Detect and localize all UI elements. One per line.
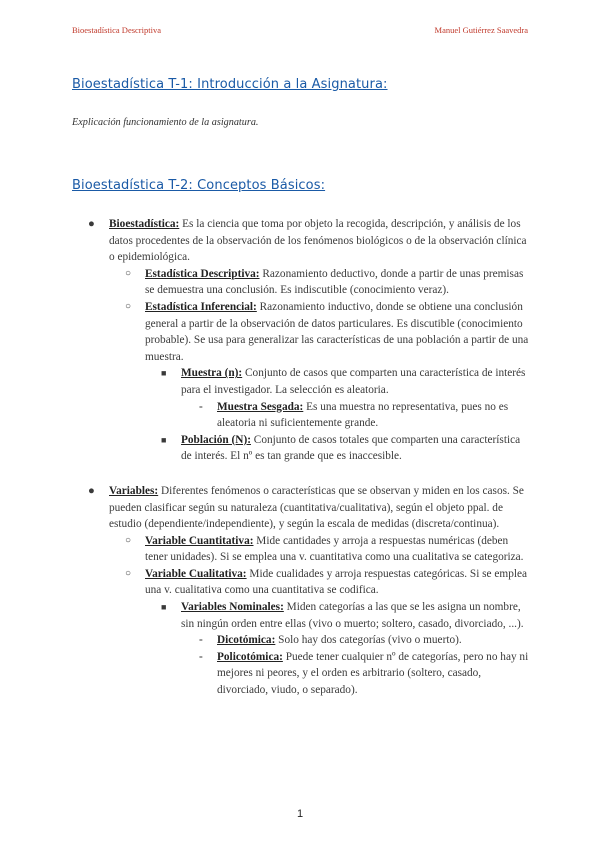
disc-bullet-icon: ● [88, 218, 95, 230]
term-inferencial: Estadística Inferencial: [145, 300, 257, 313]
list-item-variables [88, 483, 529, 533]
list-item-cuantitativa [125, 533, 529, 566]
definition-inferencial: Razonamiento inductivo, donde se obtiene una conclusión general a partir de la observación de datos particulares. Es discutible (conocimiento probable). Se usa para generalizar las características de una población a partir de una muestra. [145, 300, 529, 363]
spacer [0, 465, 600, 483]
term-dicotomica: Dicotómica: [217, 634, 276, 647]
definition-nominales: Miden categorías a las que se les asigna un nombre, sin ningún orden entre ellas (vivo o muerto; soltero, casado, divorciado, ...). [181, 601, 524, 630]
circle-bullet-icon: ○ [125, 534, 132, 546]
circle-bullet-icon: ○ [125, 567, 132, 579]
page-number: 1 [296, 808, 304, 820]
list-item-nominales [161, 599, 529, 632]
definition-cuantitativa: Mide cantidades y arroja a respuestas numéricas (deben tener unidades). Si se emplea una v. cuantitativa como una cualitativa se categoriza. [145, 534, 524, 564]
circle-bullet-icon: ○ [125, 267, 132, 279]
list-item-descriptiva [125, 266, 529, 299]
definition-cualitativa: Mide cualidades y arroja respuestas categóricas. Si se emplea una v. cualitativa como una cuantitativa se codifica. [145, 567, 528, 597]
definition-bioestadistica: Es la ciencia que toma por objeto la recogida, descripción, y análisis de los datos procedentes de la observación de los fenómenos biológicos o de la observación clínica o epidemiológica. [109, 218, 527, 264]
document-body [0, 216, 600, 699]
list-item-poblacion [161, 432, 529, 465]
list-item-sesgada [199, 399, 529, 432]
intro-text: Explicación funcionamiento de la asignatura. [72, 117, 259, 128]
list-item-cualitativa [125, 566, 529, 599]
list-item-muestra [161, 365, 529, 398]
dash-bullet-icon: - [199, 400, 203, 413]
definition-variables: Diferentes fenómenos o características que se observan y miden en los casos. Se pueden clasificar según su naturaleza (cuantitativa/cualitativa), según el objeto ppal. de estudio (dependiente/independiente), y según la escala de medidas (discreta/continua). [109, 484, 524, 531]
term-poblacion: Población (N): [181, 433, 251, 446]
term-descriptiva: Estadística Descriptiva: [145, 267, 260, 280]
definition-dicotomica: Solo hay dos categorías (vivo o muerto). [275, 634, 462, 647]
term-cuantitativa: Variable Cuantitativa: [145, 534, 254, 547]
list-item-bioestadistica [88, 216, 529, 266]
disc-bullet-icon: ● [88, 484, 95, 497]
square-bullet-icon: ■ [161, 602, 167, 613]
circle-bullet-icon: ○ [125, 300, 132, 312]
definition-policotomica: Puede tener cualquier nº de categorías, pero no hay ni mejores ni peores, y el orden es arbitrario (soltero, casado, divorciado, viudo, o separado). [217, 650, 529, 697]
heading-t2[interactable]: Bioestadística T-2: Conceptos Básicos: [72, 178, 326, 193]
header-right: Manuel Gutiérrez Saavedra [434, 25, 528, 35]
list-item-policotomica [199, 649, 529, 699]
dash-bullet-icon: - [199, 634, 203, 647]
definition-poblacion: Conjunto de casos totales que comparten una característica de interés. El nº es tan grande que es inaccesible. [181, 433, 521, 463]
heading-t1[interactable]: Bioestadística T-1: Introducción a la Asignatura: [72, 77, 388, 92]
header-left: Bioestadística Descriptiva [72, 25, 161, 35]
definition-sesgada: Es una muestra no representativa, pues no es aleatoria ni suficientemente grande. [217, 400, 509, 430]
term-variables: Variables: [109, 484, 159, 497]
term-cualitativa: Variable Cualitativa: [145, 567, 247, 580]
square-bullet-icon: ■ [161, 368, 167, 379]
term-sesgada: Muestra Sesgada: [217, 400, 304, 413]
list-item-inferencial [125, 299, 529, 365]
list-item-dicotomica [199, 632, 529, 649]
term-policotomica: Policotómica: [217, 650, 283, 663]
definition-muestra: Conjunto de casos que comparten una característica de interés para el investigador. La selección es aleatoria. [181, 367, 526, 396]
dash-bullet-icon: - [199, 650, 203, 663]
square-bullet-icon: ■ [161, 434, 167, 445]
term-muestra: Muestra (n): [181, 367, 243, 380]
definition-descriptiva: Razonamiento deductivo, donde a partir de unas premisas se demuestra una conclusión. Es indiscutible (conocimiento veraz). [145, 267, 524, 297]
term-nominales: Variables Nominales: [181, 601, 284, 614]
term-bioestadistica: Bioestadística: [109, 218, 180, 230]
